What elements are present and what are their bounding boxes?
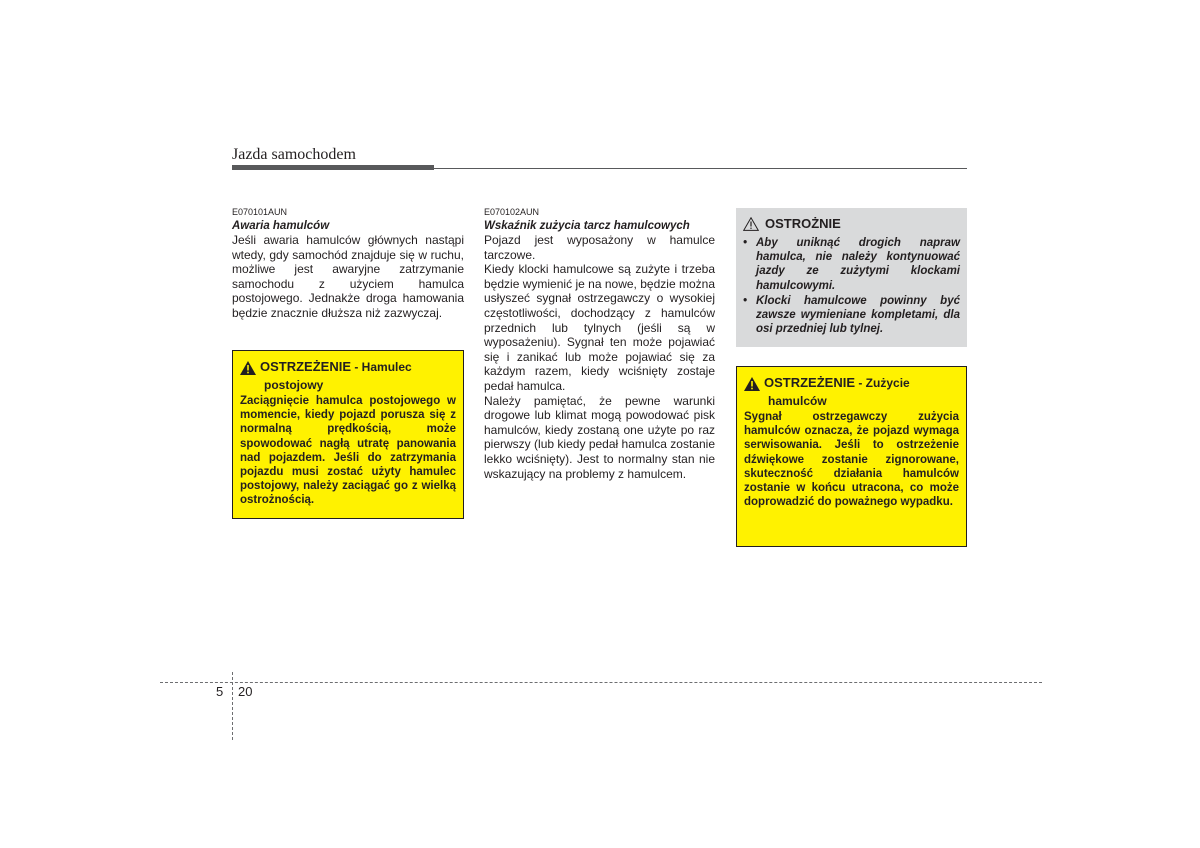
warning-title-main: OSTRZEŻENIE [260,359,352,374]
warning-body: Sygnał ostrzegawczy zużycia hamulców oznacza, że pojazd wymaga serwisowania. Jeśli to ostrzeżenie dźwiękowe zostanie zignorowane, skuteczność działania hamulców zostanie w końcu utracona, co może doprowadzić do poważnego wypadku. [744,411,959,509]
caution-title: OSTROŻNIE [743,216,960,234]
section-code: E070101AUN [232,207,288,217]
page-section-title: Jazda samochodem [232,146,356,163]
warning-box-parking-brake [232,350,464,519]
page-number: 20 [238,684,253,699]
section-paragraph: Jeśli awaria hamulców głównych nastąpi wtedy, gdy samochód znajduje się w ruchu, możliwe jest awaryjne zatrzymanie samochodu z użyciem hamulca postojowego. Jednakże droga hamowania będzie znacznie dłuższa niż zazwyczaj. [232,233,464,320]
section-paragraph: Należy pamiętać, że pewne warunki drogowe lub klimat mogą powodować pisk hamulców, kiedy zostaną one użyte po raz pierwszy (lub kiedy pedał hamulca zostanie lekko wciśnięty). Jest to normalny stan nie wskazujący na problemy z hamulcem. [484,393,715,481]
section-paragraph: Kiedy klocki hamulcowe są zużyte i trzeba będzie wymienić je na nowe, będzie można usłyszeć sygnał ostrzegawczy o wysokiej częstotliwości, dochodzący z hamulców przednich lub tylnych (jeśli są w wyposażeniu). Sygnał ten może pojawiać się i zanikać lub może pojawiać się za każdym razem, kiedy wciśnięty zostaje pedał hamulca. [484,262,715,393]
warning-title-line2: postojowy [264,378,324,392]
caution-list [743,236,960,336]
warning-box-brake-wear [736,366,967,547]
caution-box [736,208,967,347]
warning-triangle-icon [240,361,260,378]
header-rule [434,168,967,169]
warning-title [744,375,959,394]
section-code: E070102AUN [484,207,540,217]
warning-title-main: OSTRZEŻENIE [764,375,856,390]
warning-title-line2: hamulców [768,394,827,408]
caution-item: • Aby uniknąć drogich napraw hamulca, nie należy kontynuować jazdy ze zużytymi klockami hamulcowymi. [743,237,960,292]
warning-title-rest: - Hamulec [351,360,412,374]
warning-body: Zaciągnięcie hamulca postojowego w momencie, kiedy pojazd porusza się z normalną prędkością, może spowodować nagłą utratę panowania nad pojazdem. Jeśli do zatrzymania pojazdu musi zostać użyty hamulec postojowy, należy zaciągać go z wielką ostrożnością. [240,395,456,507]
warning-triangle-icon [744,377,764,394]
footer-rule [160,682,1042,683]
warning-title-rest: - Zużycie [855,376,910,390]
column-parking-brake [232,207,464,321]
warning-title [240,359,456,378]
section-heading: Awaria hamulców [232,220,330,232]
column-wear-indicator [484,207,715,481]
section-paragraph: Pojazd jest wyposażony w hamulce tarczowe. [484,233,715,262]
header-bar [232,165,434,170]
caution-item: • Klocki hamulcowe powinny być zawsze wymieniane kompletami, dla osi przedniej lub tylnej. [743,294,960,336]
footer-divider [232,672,233,740]
section-heading: Wskaźnik zużycia tarcz hamulcowych [484,220,690,232]
caution-triangle-icon [743,217,765,234]
chapter-number: 5 [216,684,224,699]
